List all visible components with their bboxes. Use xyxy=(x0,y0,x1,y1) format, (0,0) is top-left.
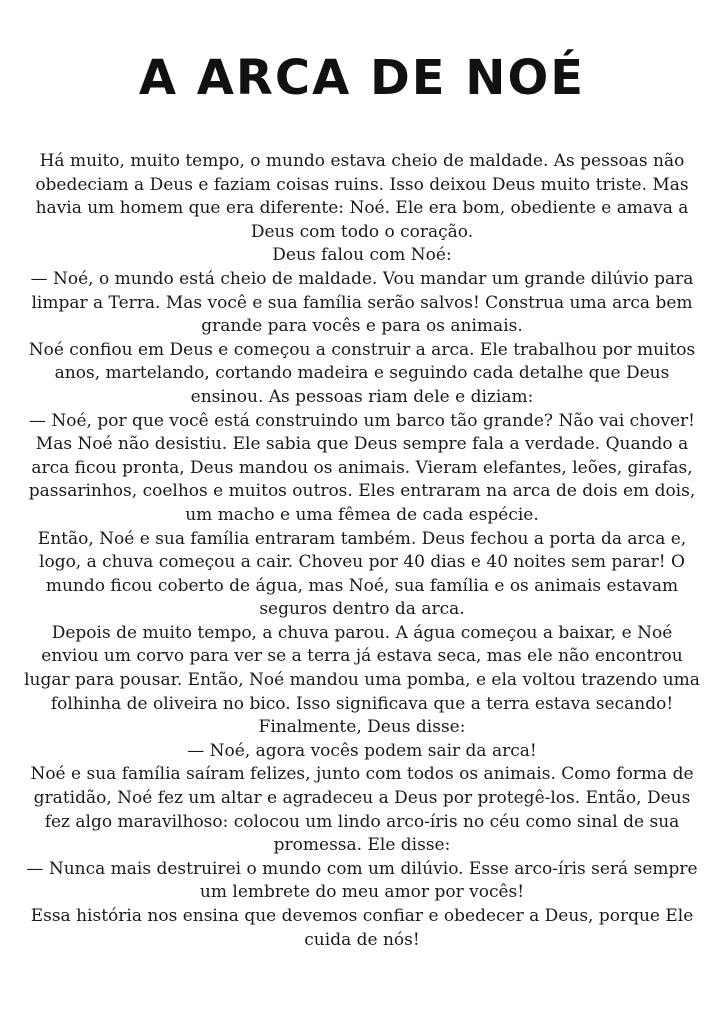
story-paragraph: Mas Noé não desistiu. Ele sabia que Deus sempre fala a verdade. Quando a arca ficou pronta, Deus mandou os animais. Vieram elefantes, leões, girafas, passarinhos, coelhos e muitos outros. Eles entraram na arca de dois em dois, um macho e uma fêmea de cada espécie. xyxy=(28,434,696,525)
story-paragraph: Há muito, muito tempo, o mundo estava cheio de maldade. As pessoas não obedeciam a Deus e faziam coisas ruins. Isso deixou Deus muito triste. Mas havia um homem que era diferente: Noé. Ele era bom, obediente e amava a Deus com todo o coração. xyxy=(35,151,689,242)
story-paragraph: Depois de muito tempo, a chuva parou. A água começou a baixar, e Noé enviou um corvo para ver se a terra já estava seca, mas ele não encontrou lugar para pousar. Então, Noé mandou uma pomba, e ela voltou trazendo uma folhinha de oliveira no bico. Isso significava que a terra estava secando! xyxy=(24,622,700,714)
story-paragraph: Essa história nos ensina que devemos confiar e obedecer a Deus, porque Ele cuida de nós! xyxy=(30,906,694,950)
story-paragraph: — Noé, o mundo está cheio de maldade. Vou mandar um grande dilúvio para limpar a Terra. Mas você e sua família serão salvos! Construa uma arca bem grande para vocês e para os animais. xyxy=(30,268,694,337)
story-paragraph: Então, Noé e sua família entraram também. Deus fechou a porta da arca e, logo, a chuva começou a cair. Choveu por 40 dias e 40 noites sem parar! O mundo ficou coberto de água, mas Noé, sua família e os animais estavam seguros dentro da arca. xyxy=(37,528,687,620)
story-paragraph: Noé confiou em Deus e começou a construir a arca. Ele trabalhou por muitos anos, martelando, cortando madeira e seguindo cada detalhe que Deus ensinou. As pessoas riam dele e diziam: xyxy=(28,339,696,407)
story-paragraph: Noé e sua família saíram felizes, junto com todos os animais. Como forma de gratidão, Noé fez um altar e agradeceu a Deus por protegê-los. Então, Deus fez algo maravilhoso: colocou um lindo arco-íris no céu como sinal de sua promessa. Ele disse: xyxy=(30,764,694,856)
story-body xyxy=(24,150,700,952)
story-paragraph: Deus falou com Noé: xyxy=(272,245,452,266)
story-paragraph: Finalmente, Deus disse: xyxy=(258,717,466,738)
story-paragraph: — Nunca mais destruirei o mundo com um dilúvio. Esse arco-íris será sempre um lembrete do meu amor por vocês! xyxy=(26,858,698,903)
story-paragraph: — Noé, agora vocês podem sair da arca! xyxy=(187,740,537,761)
page-title: A ARCA DE NOÉ xyxy=(138,50,586,106)
story-paragraph: — Noé, por que você está construindo um barco tão grande? Não vai chover! xyxy=(28,410,696,431)
